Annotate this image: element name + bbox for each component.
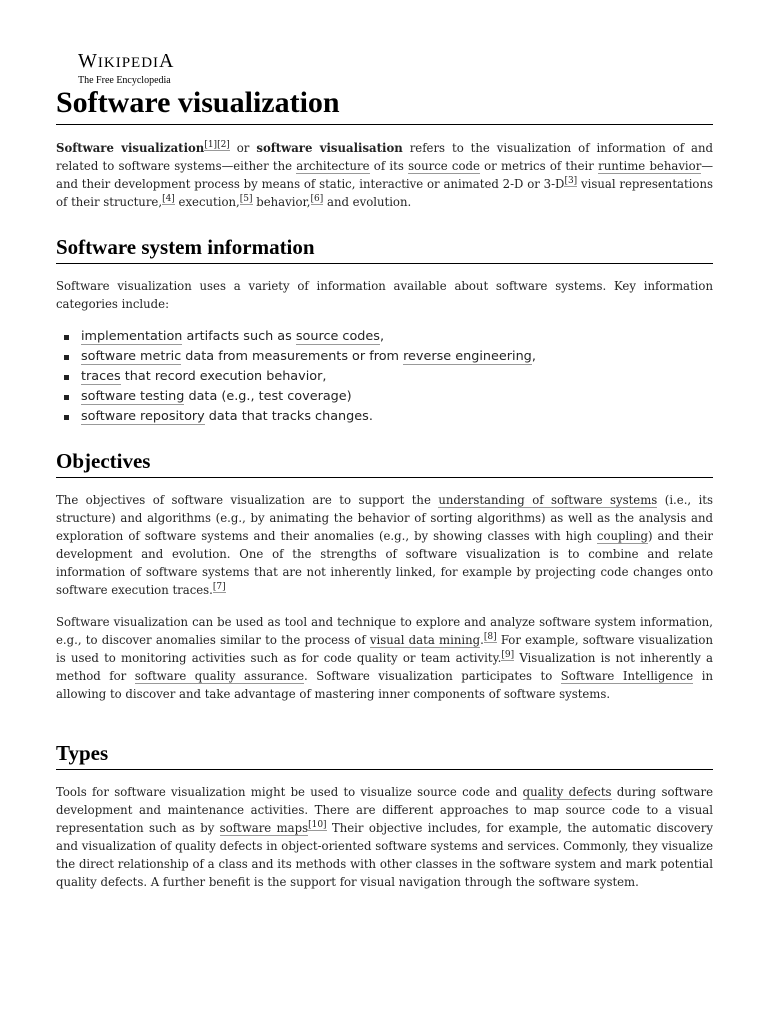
link-software-maps[interactable]: software maps: [219, 821, 309, 835]
heading-software-system-information: Software system information: [56, 233, 713, 264]
wikipedia-tagline: The Free Encyclopedia: [78, 75, 171, 86]
ref-10[interactable]: [10]: [308, 820, 327, 831]
wikipedia-wordmark: WIKIPEDIA: [78, 50, 175, 72]
wikipedia-logo[interactable]: [78, 50, 175, 87]
info-categories-list: [64, 327, 704, 427]
ref-1[interactable]: [1]: [204, 140, 218, 151]
ref-2[interactable]: [2]: [217, 140, 230, 151]
list-item: software repository data that tracks changes.: [64, 407, 704, 427]
heading-objectives: Objectives: [56, 447, 713, 478]
link-software-quality-assurance[interactable]: software quality assurance: [134, 669, 305, 683]
link-runtime-behavior[interactable]: runtime behavior: [598, 159, 702, 173]
ref-6[interactable]: [6]: [310, 194, 324, 205]
ref-5[interactable]: [5]: [239, 194, 253, 205]
link-source-codes[interactable]: source codes: [295, 329, 380, 344]
link-quality-defects[interactable]: quality defects: [522, 785, 612, 799]
link-coupling[interactable]: coupling: [596, 529, 648, 543]
objectives-paragraph-1: The objectives of software visualization are to support the understanding of software systems (i.e., its structure) and algorithms (e.g., by animating the behavior of sorting algorithms) as well as the analysis and exploration of software systems and their anomalies (e.g., by showing classes with high coupling) and their development and evolution. One of the strengths of software visualization is to combine and relate information of software systems that are not inherently linked, for example by projecting code changes onto software execution traces.[7]: [56, 493, 713, 597]
link-software-repository[interactable]: software repository: [81, 409, 205, 424]
ref-8[interactable]: [8]: [483, 632, 497, 643]
objectives-paragraph-2: Software visualization can be used as tool and technique to explore and analyze software system information, e.g., to discover anomalies similar to the process of visual data mining.[8] For example, software visualization is used to monitoring activities such as for code quality or team activity.[9] Visualization is not inherently a method for software quality assurance. Software visualization participates to Software Intelligence in allowing to discover and take advantage of mastering inner components of software systems.: [56, 615, 713, 701]
list-item: software metric data from measurements or from reverse engineering,: [64, 347, 704, 367]
link-software-testing[interactable]: software testing: [81, 389, 185, 404]
heading-types: Types: [56, 739, 713, 770]
intro-paragraph: Software visualization[1][2] or software visualisation refers to the visualization of information of and related to software systems—either the architecture of its source code or metrics of their runtime behavior—and their development process by means of static, interactive or animated 2-D or 3-D[3] visual representations of their structure,[4] execution,[5] behavior,[6] and evolution.: [56, 140, 714, 209]
link-traces[interactable]: traces: [81, 369, 121, 384]
link-architecture[interactable]: architecture: [296, 159, 370, 173]
link-implementation[interactable]: implementation: [81, 329, 183, 344]
page-title: Software visualization: [56, 84, 713, 125]
ref-3[interactable]: [3]: [564, 176, 578, 187]
link-reverse-engineering[interactable]: reverse engineering: [403, 349, 532, 364]
ref-9[interactable]: [9]: [501, 650, 515, 661]
list-item: implementation artifacts such as source codes,: [64, 327, 704, 347]
term-software-visualization: Software visualization: [56, 141, 205, 155]
term-software-visualisation: software visualisation: [256, 141, 403, 155]
ref-4[interactable]: [4]: [162, 194, 175, 205]
types-paragraph: Tools for software visualization might be used to visualize source code and quality defects during software development and maintenance activities. There are different approaches to map source code to a visual representation such as by software maps[10] Their objective includes, for example, the automatic discovery and visualization of quality defects in object-oriented software systems and services. Commonly, they visualize the direct relationship of a class and its methods with other classes in the software system and mark potential quality defects. A further benefit is the support for visual navigation through the software system.: [56, 785, 713, 889]
ref-7[interactable]: [7]: [212, 582, 226, 593]
list-item: traces that record execution behavior,: [64, 367, 704, 387]
link-software-intelligence[interactable]: Software Intelligence: [560, 669, 694, 683]
link-software-metric[interactable]: software metric: [81, 349, 182, 364]
list-item: software testing data (e.g., test coverage): [64, 387, 704, 407]
link-understanding-software-systems[interactable]: understanding of software systems: [438, 493, 658, 507]
link-source-code[interactable]: source code: [408, 159, 480, 173]
link-visual-data-mining[interactable]: visual data mining: [369, 633, 481, 647]
section1-paragraph: Software visualization uses a variety of information available about software systems. Key information categories include:: [56, 279, 713, 311]
